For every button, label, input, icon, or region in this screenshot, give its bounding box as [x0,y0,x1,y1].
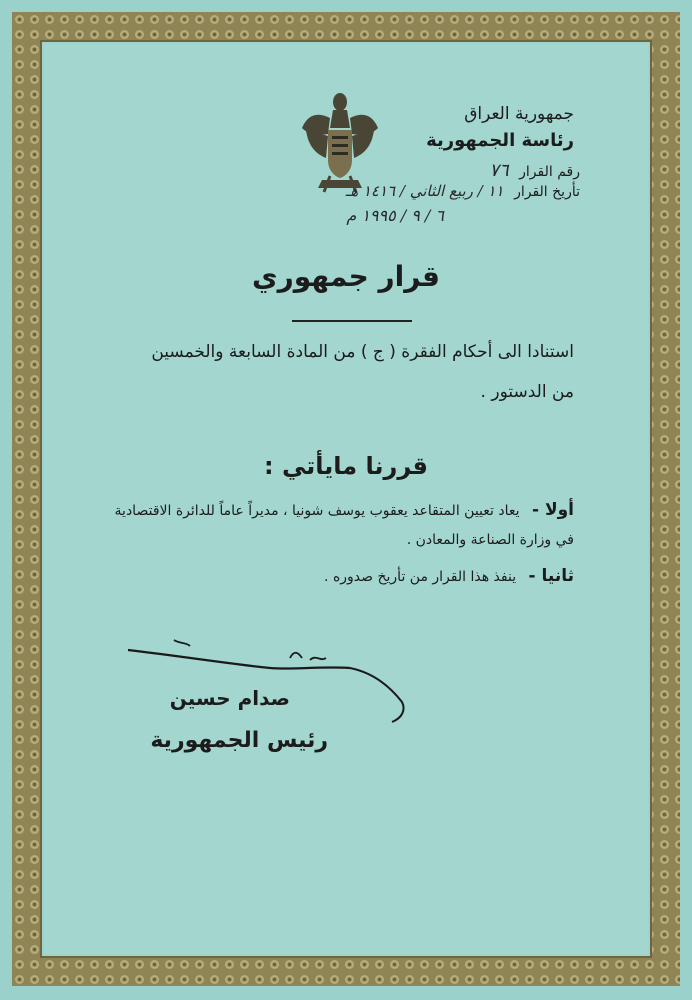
hijri-date: ١١ / ربيع الثاني / ١٤١٦ هـ [345,182,504,200]
item-second-label: ثانيا - [528,566,574,586]
title-rule [292,320,412,322]
signatory-title: رئيس الجمهورية [150,728,328,753]
signature-scribble [120,628,420,728]
item-second [324,566,574,586]
decision-number-row [489,160,580,181]
decided-heading: قررنا مايأتي : [264,452,428,480]
decision-number: ٧٦ [489,160,509,181]
item-first-label: أولا - [531,500,574,520]
preamble-line-2: من الدستور . [480,382,574,402]
item-second-text: ينفذ هذا القرار من تأريخ صدوره . [324,569,517,585]
item-first [115,500,574,520]
decision-number-label: رقم القرار [519,164,580,180]
office-name: رئاسة الجمهورية [426,130,574,151]
document-title: قرار جمهوري [252,260,440,293]
gregorian-date: ٦ / ٩ / ١٩٩٥ م [346,206,444,225]
decision-date-label: تأريخ القرار [514,184,580,200]
country-name: جمهورية العراق [464,104,574,124]
preamble-line-1: استنادا الى أحكام الفقرة ( ج ) من المادة السابعة والخمسين [151,342,574,362]
signatory-name: صدام حسين [169,686,290,710]
decision-date-row [346,182,580,200]
item-first-text: يعاد تعيين المتقاعد يعقوب يوسف شونيا ، مديراً عاماً للدائرة الاقتصادية [114,503,520,519]
item-first-continuation: في وزارة الصناعة والمعادن . [406,532,574,548]
